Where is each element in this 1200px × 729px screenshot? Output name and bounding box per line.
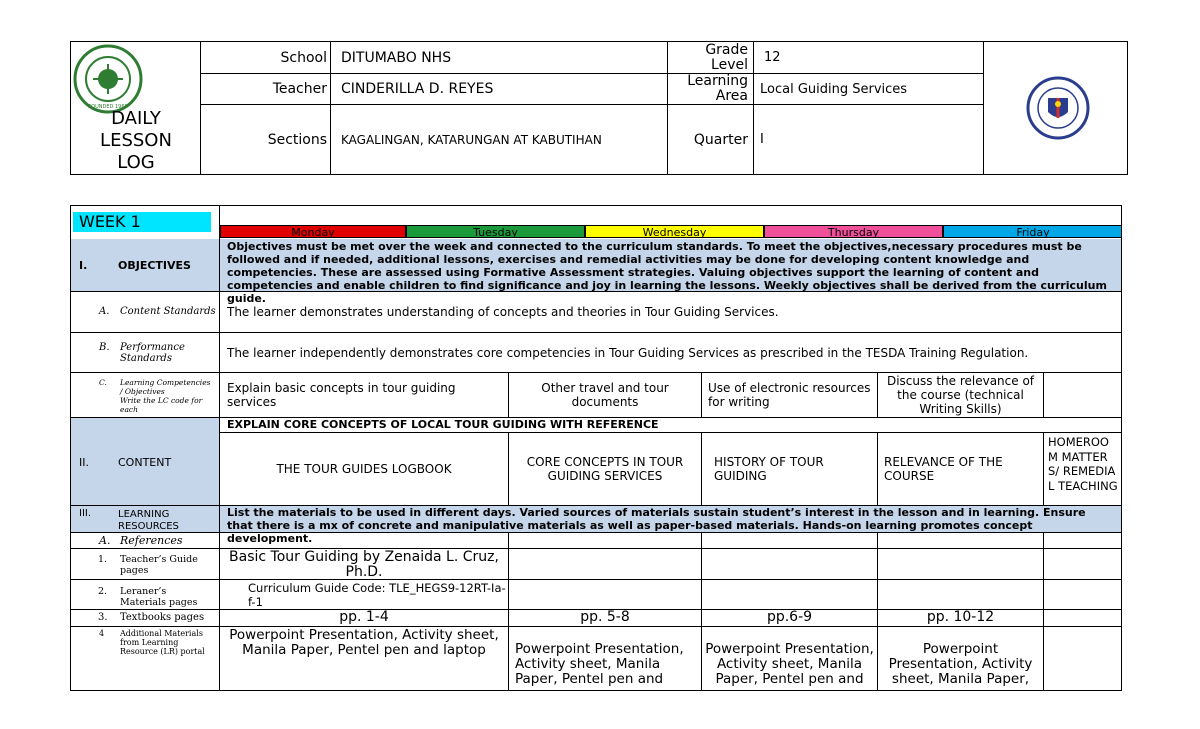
header-logo-cell (71, 42, 201, 174)
learners-materials-friday (1044, 580, 1122, 610)
sections-value: KAGALINGAN, KATARUNGAN AT KABUTIHAN (331, 105, 668, 174)
references-thursday (878, 533, 1044, 549)
competency-monday: Explain basic concepts in tour guiding services (220, 373, 509, 418)
competencies-label: C. Learning Competencies / Objectives Write the LC code for each (71, 373, 220, 418)
textbook-tuesday: pp. 5-8 (509, 610, 702, 627)
content-wednesday: HISTORY OF TOUR GUIDING (702, 433, 878, 506)
title-line-3: LOG (117, 152, 155, 173)
teachers-guide-wednesday (702, 549, 878, 580)
references-wednesday (702, 533, 878, 549)
day-monday: Monday (220, 225, 406, 238)
day-friday: Friday (943, 225, 1122, 238)
teachers-guide-value: Basic Tour Guiding by Zenaida L. Cruz, Ph.D. (220, 549, 509, 580)
content-standards-text: The learner demonstrates understanding of concepts and theories in Tour Guiding Services. (220, 292, 1122, 333)
textbook-wednesday: pp.6-9 (702, 610, 878, 627)
learners-materials-label: 2. Leraner’s Materials pages (71, 580, 220, 610)
objectives-label-cell: I. OBJECTIVES (71, 239, 220, 292)
deped-seal-icon (1026, 76, 1090, 140)
content-thursday: RELEVANCE OF THE COURSE (878, 433, 1044, 506)
references-monday (220, 533, 509, 549)
day-wednesday: Wednesday (585, 225, 764, 238)
competency-tuesday: Other travel and tour documents (509, 373, 702, 418)
teacher-value: CINDERILLA D. REYES (331, 74, 668, 105)
title-line-1: DAILY (111, 108, 161, 129)
title-line-2: LESSON (100, 130, 172, 151)
week-label: WEEK 1 (73, 212, 211, 232)
header-table (70, 41, 1128, 175)
learners-materials-tuesday (509, 580, 702, 610)
competency-friday (1044, 373, 1122, 418)
grade-label: Grade Level (668, 42, 754, 74)
content-tuesday: CORE CONCEPTS IN TOUR GUIDING SERVICES (509, 433, 702, 506)
resources-text: List the materials to be used in different days. Varied sources of materials sustain student’s interest in the lesson and in learning. Ensure that there is a mx of concrete and manipulative materials as well as paper-based materials. Hands-on learning promotes concept development. (220, 506, 1122, 533)
teachers-guide-tuesday (509, 549, 702, 580)
week-cell (71, 206, 220, 239)
textbook-monday: pp. 1-4 (220, 610, 509, 627)
competency-thursday: Discuss the relevance of the course (technical Writing Skills) (878, 373, 1044, 418)
learners-materials-wednesday (702, 580, 878, 610)
teachers-guide-thursday (878, 549, 1044, 580)
school-seal-icon (73, 44, 143, 114)
additional-materials-wednesday: Powerpoint Presentation, Activity sheet, Manila Paper, Pentel pen and (702, 627, 878, 691)
additional-materials-monday: Powerpoint Presentation, Activity sheet, Manila Paper, Pentel pen and laptop (220, 627, 509, 691)
additional-materials-friday (1044, 627, 1122, 691)
competency-wednesday: Use of electronic resources for writing (702, 373, 878, 418)
textbook-friday (1044, 610, 1122, 627)
learners-materials-value: Curriculum Guide Code: TLE_HEGS9-12RT-Ia-f-1 (220, 580, 509, 610)
textbook-thursday: pp. 10-12 (878, 610, 1044, 627)
additional-materials-tuesday: Powerpoint Presentation, Activity sheet, Manila Paper, Pentel pen and (509, 627, 702, 691)
additional-materials-label: 4 Additional Materials from Learning Resource (LR) portal (71, 627, 220, 691)
teachers-guide-friday (1044, 549, 1122, 580)
performance-standards-label: B. Performance Standards (71, 333, 220, 373)
references-tuesday (509, 533, 702, 549)
learners-materials-thursday (878, 580, 1044, 610)
content-standards-label: A. Content Standards (71, 292, 220, 333)
references-friday (1044, 533, 1122, 549)
objectives-text: Objectives must be met over the week and connected to the curriculum standards. To meet the objectives,necessary procedures must be followed and if needed, additional lessons, exercises and remedial activities may be done for developing content knowledge and competencies. These are assessed using Formative Assessment strategies. Valuing objectives support the learning of content and competencies and enable children to find significance and joy in learning the lessons. Weekly objectives shall be derived from the curriculum guide. (220, 239, 1122, 292)
sections-label: Sections (201, 105, 331, 174)
lesson-table (70, 205, 1122, 691)
resources-label-cell: III. LEARNING RESOURCES (71, 506, 220, 533)
quarter-label: Quarter (668, 105, 754, 174)
day-thursday: Thursday (764, 225, 943, 238)
textbooks-label: 3. Textbooks pages (71, 610, 220, 627)
area-label: Learning Area (668, 74, 754, 105)
performance-standards-text: The learner independently demonstrates core competencies in Tour Guiding Services as prescribed in the TESDA Training Regulation. (220, 333, 1122, 373)
teachers-guide-label: 1. Teacher’s Guide pages (71, 549, 220, 580)
school-label: School (201, 42, 331, 74)
content-heading: EXPLAIN CORE CONCEPTS OF LOCAL TOUR GUIDING WITH REFERENCE (220, 418, 1122, 433)
grade-value: 12 (754, 42, 984, 74)
content-friday: HOMEROOM MATTERS/ REMEDIAL TEACHING (1044, 433, 1122, 506)
quarter-value: I (754, 105, 984, 174)
school-value: DITUMABO NHS (331, 42, 668, 74)
svg-text:FOUNDED 1968: FOUNDED 1968 (88, 104, 128, 110)
additional-materials-thursday: Powerpoint Presentation, Activity sheet, Manila Paper, (878, 627, 1044, 691)
content-label-cell: II. CONTENT (71, 418, 220, 506)
teacher-label: Teacher (201, 74, 331, 105)
content-monday: THE TOUR GUIDES LOGBOOK (220, 433, 509, 506)
day-tuesday: Tuesday (406, 225, 585, 238)
references-label: A. References (71, 533, 220, 549)
area-value: Local Guiding Services (754, 74, 984, 105)
